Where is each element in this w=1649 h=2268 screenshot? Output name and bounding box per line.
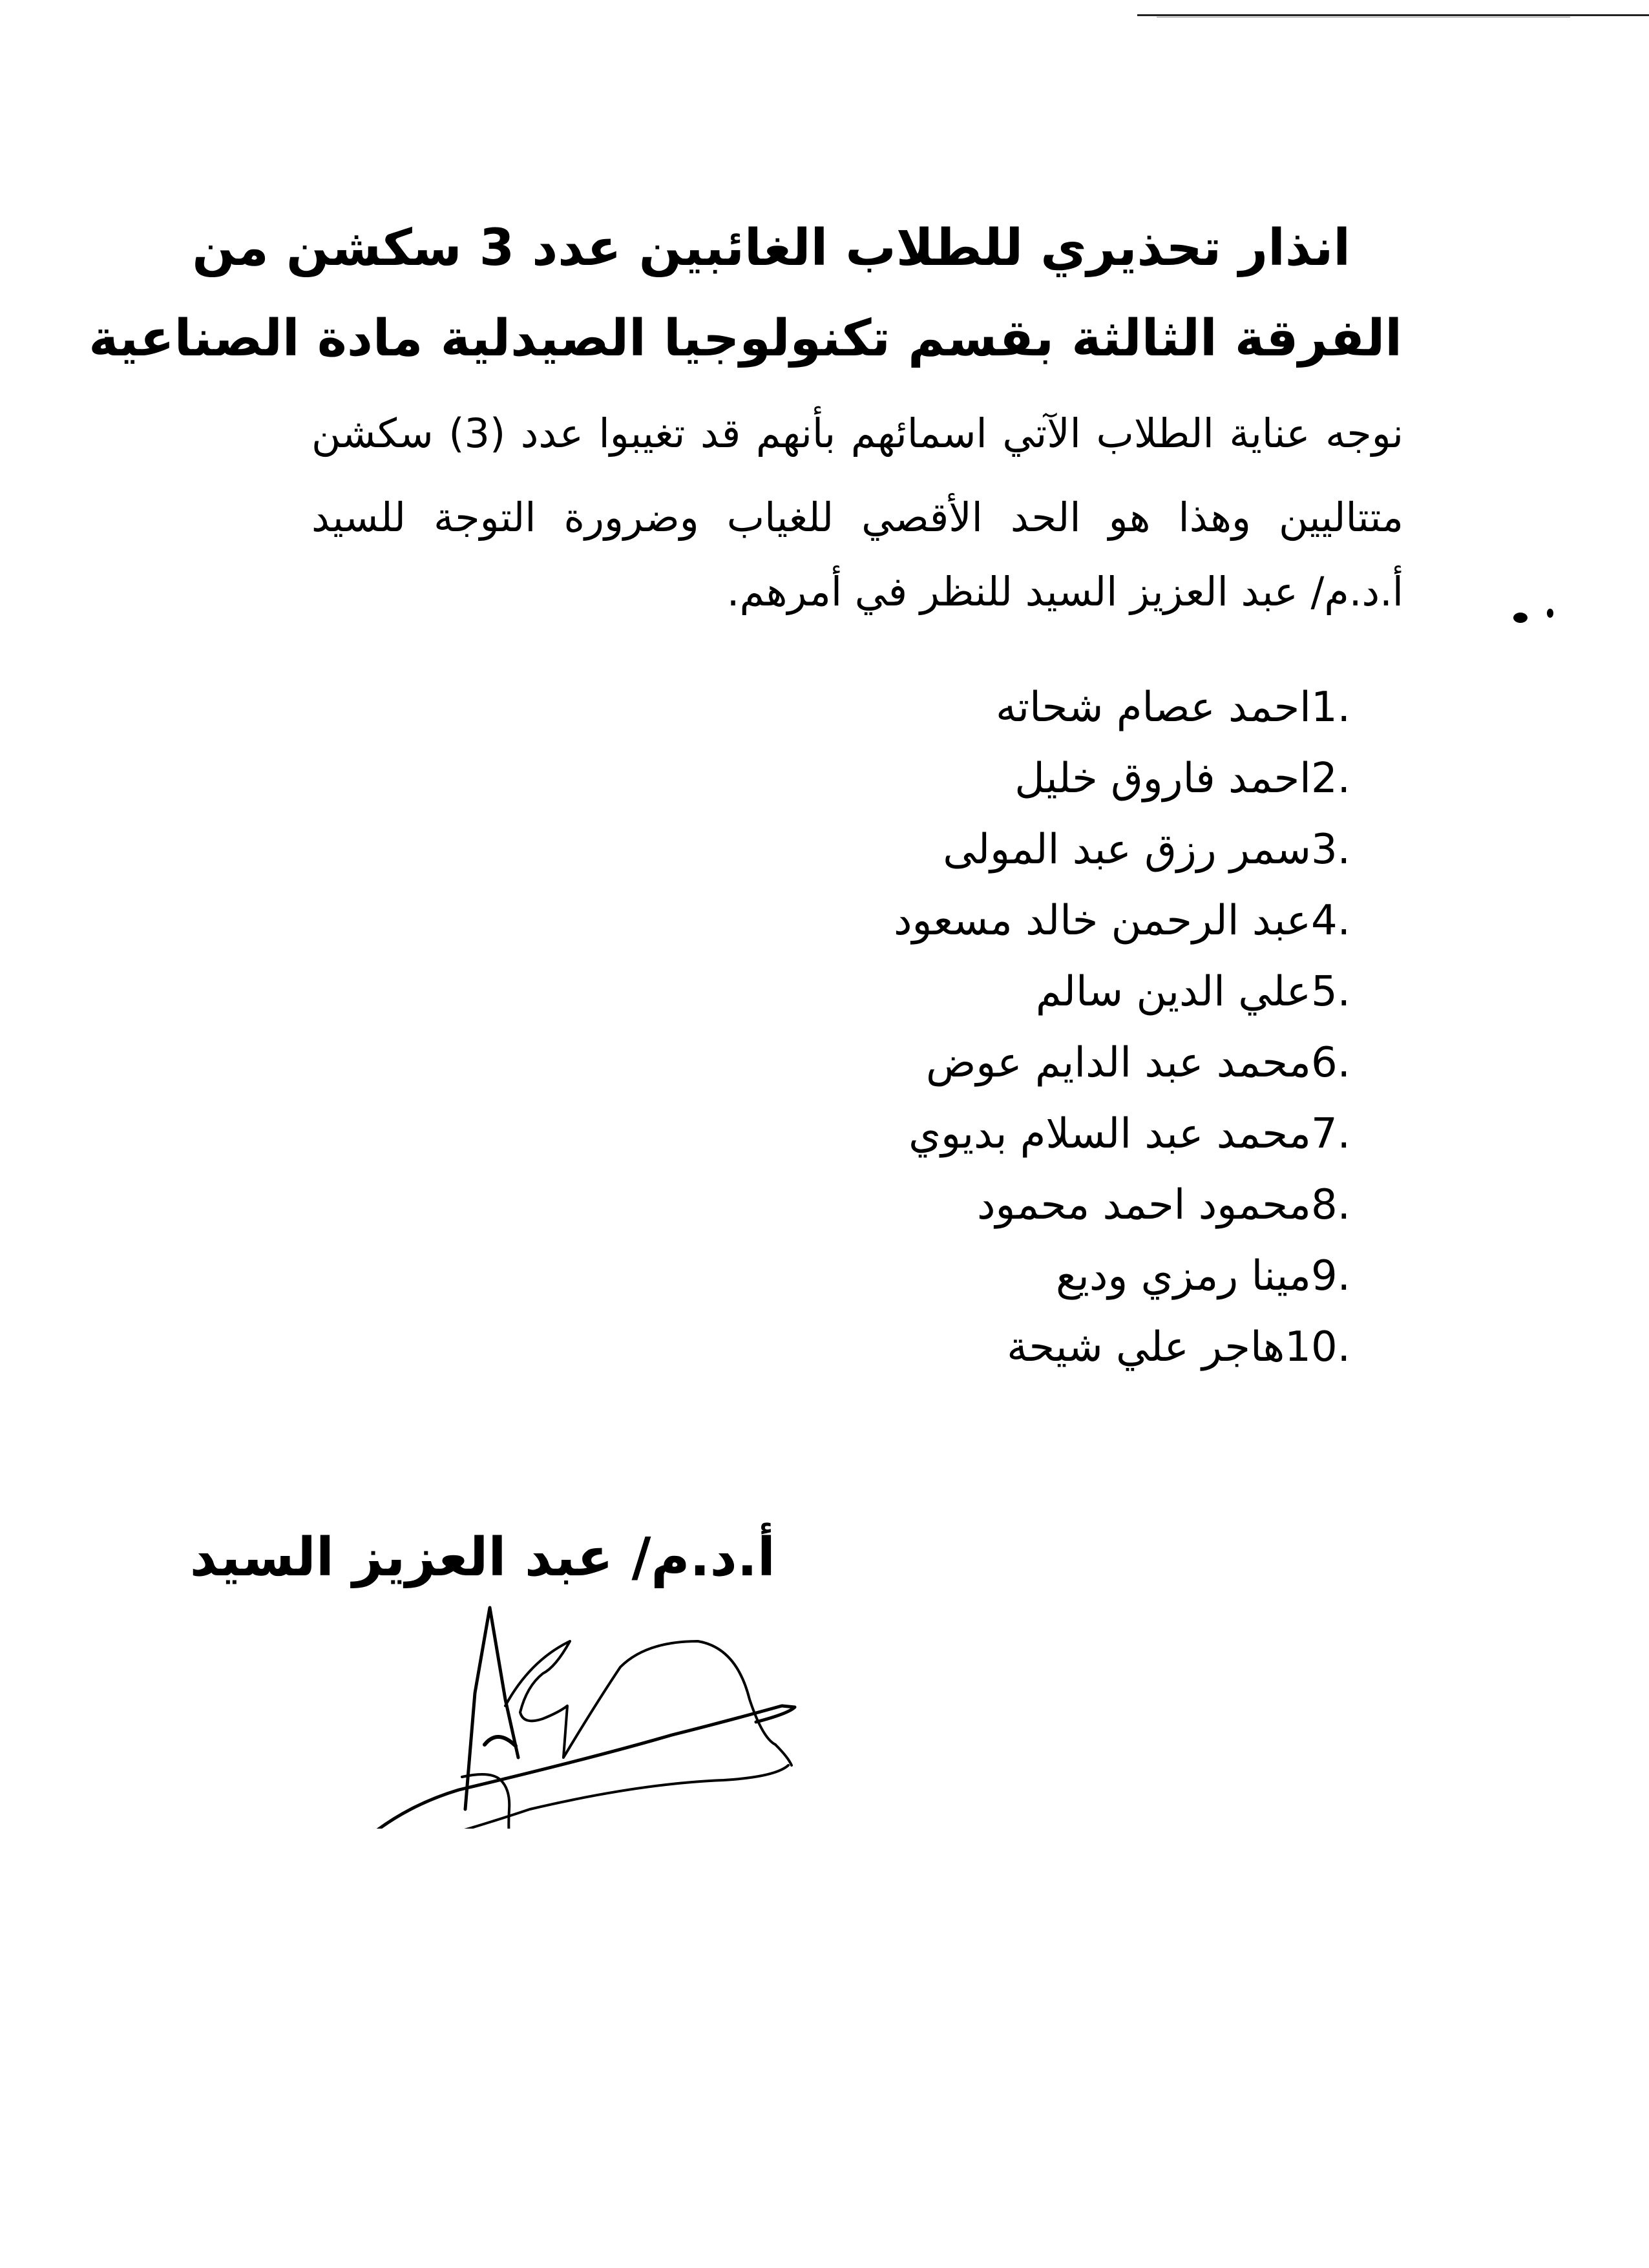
student-list-item [894,1098,1350,1170]
student-list-item [894,743,1350,814]
student-name: محمود احمد محمود [977,1181,1311,1229]
student-number: 2. [1310,755,1350,803]
student-number: 8. [1310,1181,1350,1229]
student-name: سمر رزق عبد المولى [943,826,1311,874]
student-list-item [894,814,1350,885]
student-list-item [894,1312,1350,1383]
student-name: هاجر علي شيحة [1007,1323,1285,1371]
student-number: 9. [1310,1252,1350,1300]
student-number: 1. [1310,684,1350,731]
student-list-item [894,672,1350,743]
student-name: احمد عصام شحاته [995,684,1311,731]
student-list-item [894,956,1350,1027]
scan-edge-line [1137,14,1649,16]
student-list-item [894,1170,1350,1241]
notice-body-line-2: متتاليين وهذا هو الحد الأقصي للغياب وضرورة التوجة للسيد [311,494,1403,541]
handwritten-signature [336,1596,866,1829]
student-name: احمد فاروق خليل [1014,755,1311,803]
student-list-item [894,885,1350,956]
document-title-line-2: الفرقة الثالثة بقسم تكنولوجيا الصيدلية مادة الصناعية [89,310,1402,368]
absent-students-list [894,672,1350,1383]
student-number: 5. [1310,968,1350,1016]
student-name: محمد عبد السلام بديوي [909,1110,1311,1158]
student-number: 10. [1285,1323,1350,1371]
notice-body-line-3: أ.د.م/ عبد العزيز السيد للنظر في أمرهم. [726,568,1403,615]
student-number: 3. [1310,826,1350,874]
scan-speck [1513,613,1528,623]
student-name: عبد الرحمن خالد مسعود [893,897,1311,945]
document-title-line-1: انذار تحذيري للطلاب الغائبين عدد 3 سكشن من [192,219,1350,277]
student-number: 7. [1310,1110,1350,1158]
student-name: محمد عبد الدايم عوض [925,1039,1311,1087]
student-list-item [894,1241,1350,1312]
student-list-item [894,1027,1350,1098]
student-name: علي الدين سالم [1035,968,1311,1016]
scan-speck [1547,609,1553,618]
student-name: مينا رمزي وديع [1055,1252,1311,1300]
notice-body-line-1: نوجه عناية الطلاب الآتي اسمائهم بأنهم قد تغيبوا عدد (3) سكشن [311,410,1403,457]
student-number: 4. [1310,897,1350,945]
student-number: 6. [1310,1039,1350,1087]
signatory-name: أ.د.م/ عبد العزيز السيد [189,1527,775,1588]
